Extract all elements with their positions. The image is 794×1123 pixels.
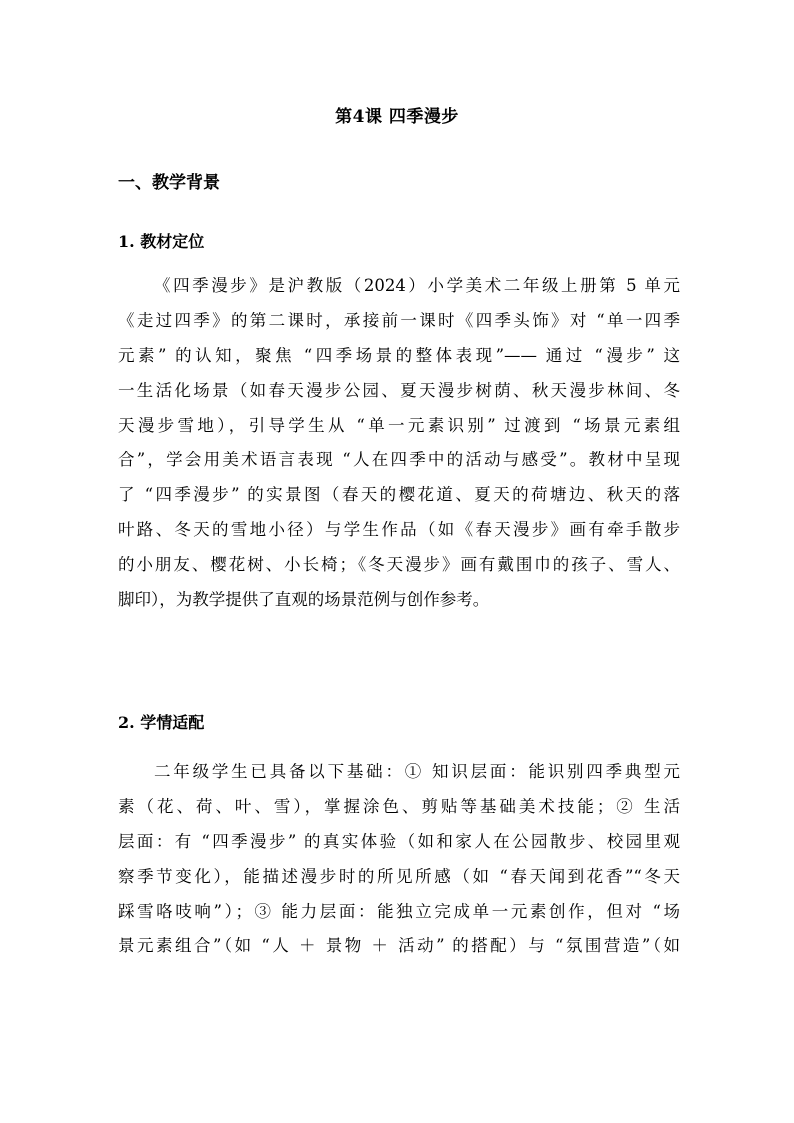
paragraph-line: 合”，学会用美术语言表现 “人在四季中的活动与感受”。教材中呈现 xyxy=(118,450,680,470)
paragraph-line: 景元素组合”（如 “人 ＋ 景物 ＋ 活动” 的搭配）与 “氛围营造”（如 xyxy=(118,936,680,956)
paragraph-line: 一生活化场景（如春天漫步公园、夏天漫步树荫、秋天漫步林间、冬 xyxy=(118,380,680,400)
paragraph-line: 元素” 的认知，聚焦 “四季场景的整体表现”—— 通过 “漫步” 这 xyxy=(118,345,680,365)
paragraph-line: 踩雪咯吱响”）；③ 能力层面：能独立完成单一元素创作，但对 “场 xyxy=(118,901,680,921)
page-title: 第4课 四季漫步 xyxy=(335,107,459,127)
paragraph-line: 素（花、荷、叶、雪），掌握涂色、剪贴等基础美术技能；② 生活 xyxy=(118,796,680,816)
paragraph-line: 层面：有 “四季漫步” 的真实体验（如和家人在公园散步、校园里观 xyxy=(118,831,680,851)
paragraph-line: 二年级学生已具备以下基础：① 知识层面：能识别四季典型元 xyxy=(154,762,680,781)
paragraph-learner-fit xyxy=(118,755,680,964)
section-heading-teaching-background: 一、教学背景 xyxy=(118,173,220,193)
paragraph-line: 《走过四季》的第二课时，承接前一课时《四季头饰》对 “单一四季 xyxy=(118,310,680,330)
paragraph-line: 了 “四季漫步” 的实景图（春天的樱花道、夏天的荷塘边、秋天的落 xyxy=(118,485,680,505)
paragraph-line: 叶路、冬天的雪地小径）与学生作品（如《春天漫步》画有牵手散步 xyxy=(118,520,680,540)
subsection-heading-learner-fit: 2. 学情适配 xyxy=(118,713,205,732)
paragraph-line: 《四季漫步》是沪教版（2024）小学美术二年级上册第 5 单元 xyxy=(154,276,680,295)
paragraph-line: 的小朋友、樱花树、小长椅；《冬天漫步》画有戴围巾的孩子、雪人、 xyxy=(118,555,680,575)
subsection-heading-textbook-positioning: 1. 教材定位 xyxy=(118,232,205,251)
paragraph-line: 天漫步雪地），引导学生从 “单一元素识别” 过渡到 “场景元素组 xyxy=(118,415,680,435)
paragraph-textbook-positioning xyxy=(118,269,680,618)
paragraph-line: 脚印），为教学提供了直观的场景范例与创作参考。 xyxy=(118,590,490,610)
paragraph-line: 察季节变化），能描述漫步时的所见所感（如 “春天闻到花香”“冬天 xyxy=(118,866,680,886)
